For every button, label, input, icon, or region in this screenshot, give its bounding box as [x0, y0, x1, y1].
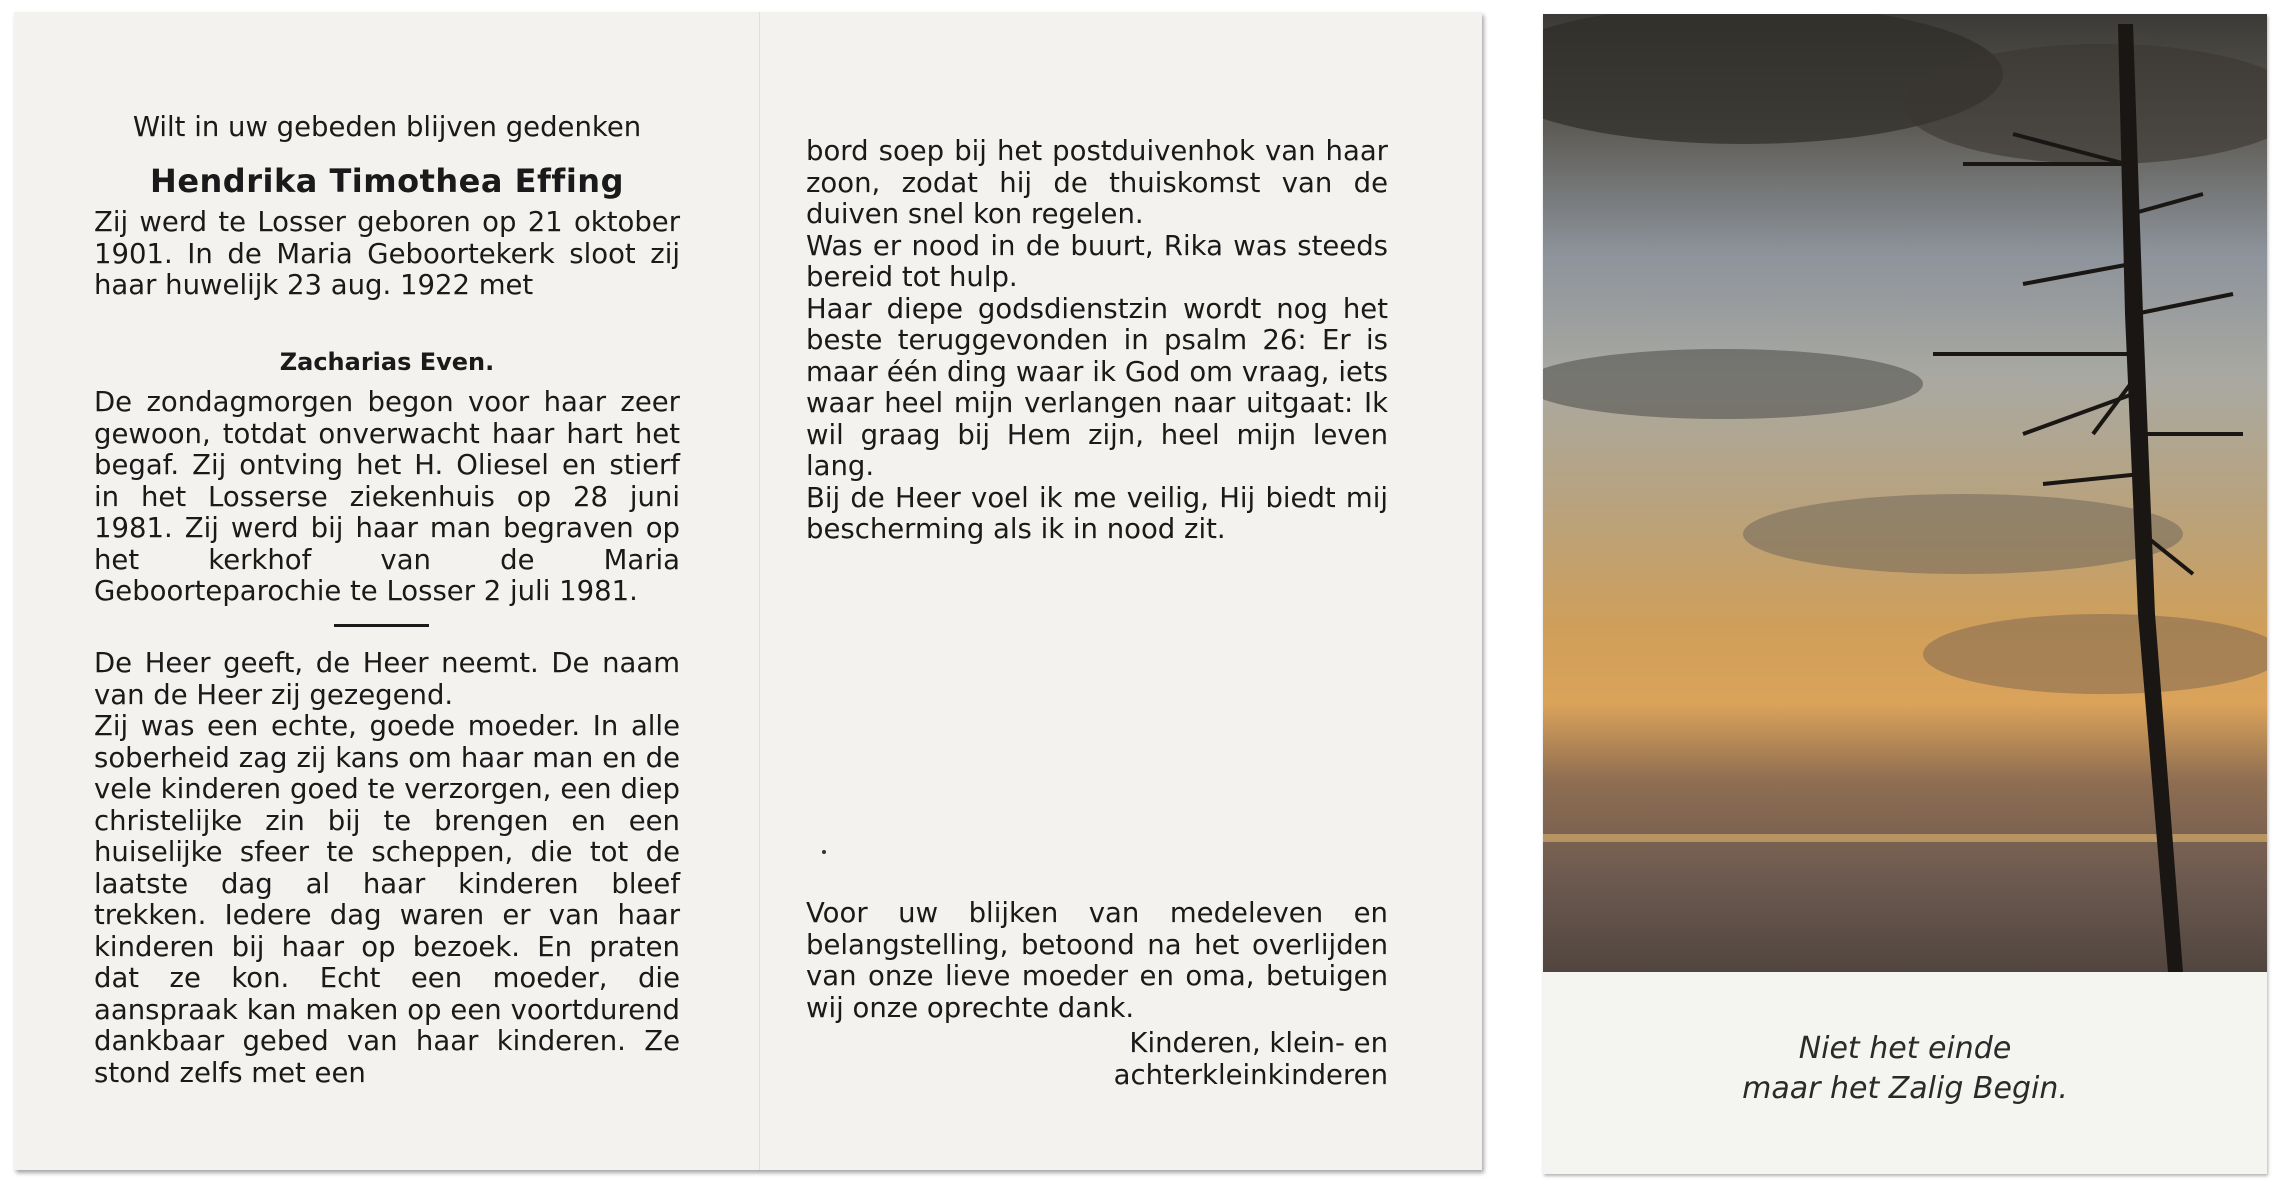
- thanks-paragraph: Voor uw blijken van medeleven en belangstelling, betoond na het overlijden van onze lieve moeder en oma, betuigen wij onze oprechte dank.: [806, 897, 1388, 1024]
- intro-text: Wilt in uw gebeden blijven gedenken: [132, 111, 642, 143]
- memorial-card-front: [1543, 14, 2267, 1174]
- photo-caption: Niet het einde maar het Zalig Begin.: [1742, 1031, 2068, 1106]
- bio-paragraph: Zij werd te Losser geboren op 21 oktober 1901. In de Maria Geboortekerk sloot zij haar huwelijk 23 aug. 1922 met: [94, 206, 680, 301]
- mother-tribute: Zij was een echte, goede moeder. In alle soberheid zag zij kans om haar man en de vele kinderen goed te verzorgen, een diep christelijke zin bij te brengen en een huiselijke sfeer te scheppen, die tot de laatste dag al haar kinderen bleef trekken. Iedere dag waren er van haar kinderen bij haar op bezoek. En praten dat ze kon. Echt een moeder, die aanspraak kan maken op een voortdurend dankbaar gebed van haar kinderen. Ze stond zelfs met een: [94, 710, 680, 1089]
- spouse-name: Zacharias Even.: [279, 348, 495, 376]
- psalm-quote: De Heer geeft, de Heer neemt. De naam van de Heer zij gezegend.: [94, 647, 680, 711]
- continued-paragraph: bord soep bij het postduivenhok van haar zoon, zodat hij de thuiskomst van de duiven snel kon regelen. Was er nood in de buurt, Rika was steeds bereid tot hulp. Haar diepe godsdienstzin wordt nog het beste teruggevonden in psalm 26: Er is maar één ding waar ik God om vraag, iets waar heel mijn verlangen naar uitgaat: Ik wil graag bij Hem zijn, heel mijn leven lang. Bij de Heer voel ik me veilig, Hij biedt mij bescherming als ik in nood zit.: [806, 135, 1388, 545]
- signoff: Kinderen, klein- en achterkleinkinderen: [1113, 1027, 1388, 1091]
- deceased-name: Hendrika Timothea Effing: [150, 162, 624, 200]
- section-divider: [334, 624, 429, 627]
- sunset-tree-photo: [1543, 14, 2267, 972]
- memorial-card-inside: [14, 12, 1482, 1170]
- print-speck: [822, 850, 826, 854]
- tribute-paragraph: [94, 648, 680, 1089]
- card-fold: [759, 12, 761, 1170]
- death-paragraph: De zondagmorgen begon voor haar zeer gewoon, totdat onverwacht haar hart het begaf. Zij ontving het H. Oliesel en stierf in het Losserse ziekenhuis op 28 juni 1981. Zij werd bij haar man begraven op het kerkhof van de Maria Geboorteparochie te Losser 2 juli 1981.: [94, 386, 680, 607]
